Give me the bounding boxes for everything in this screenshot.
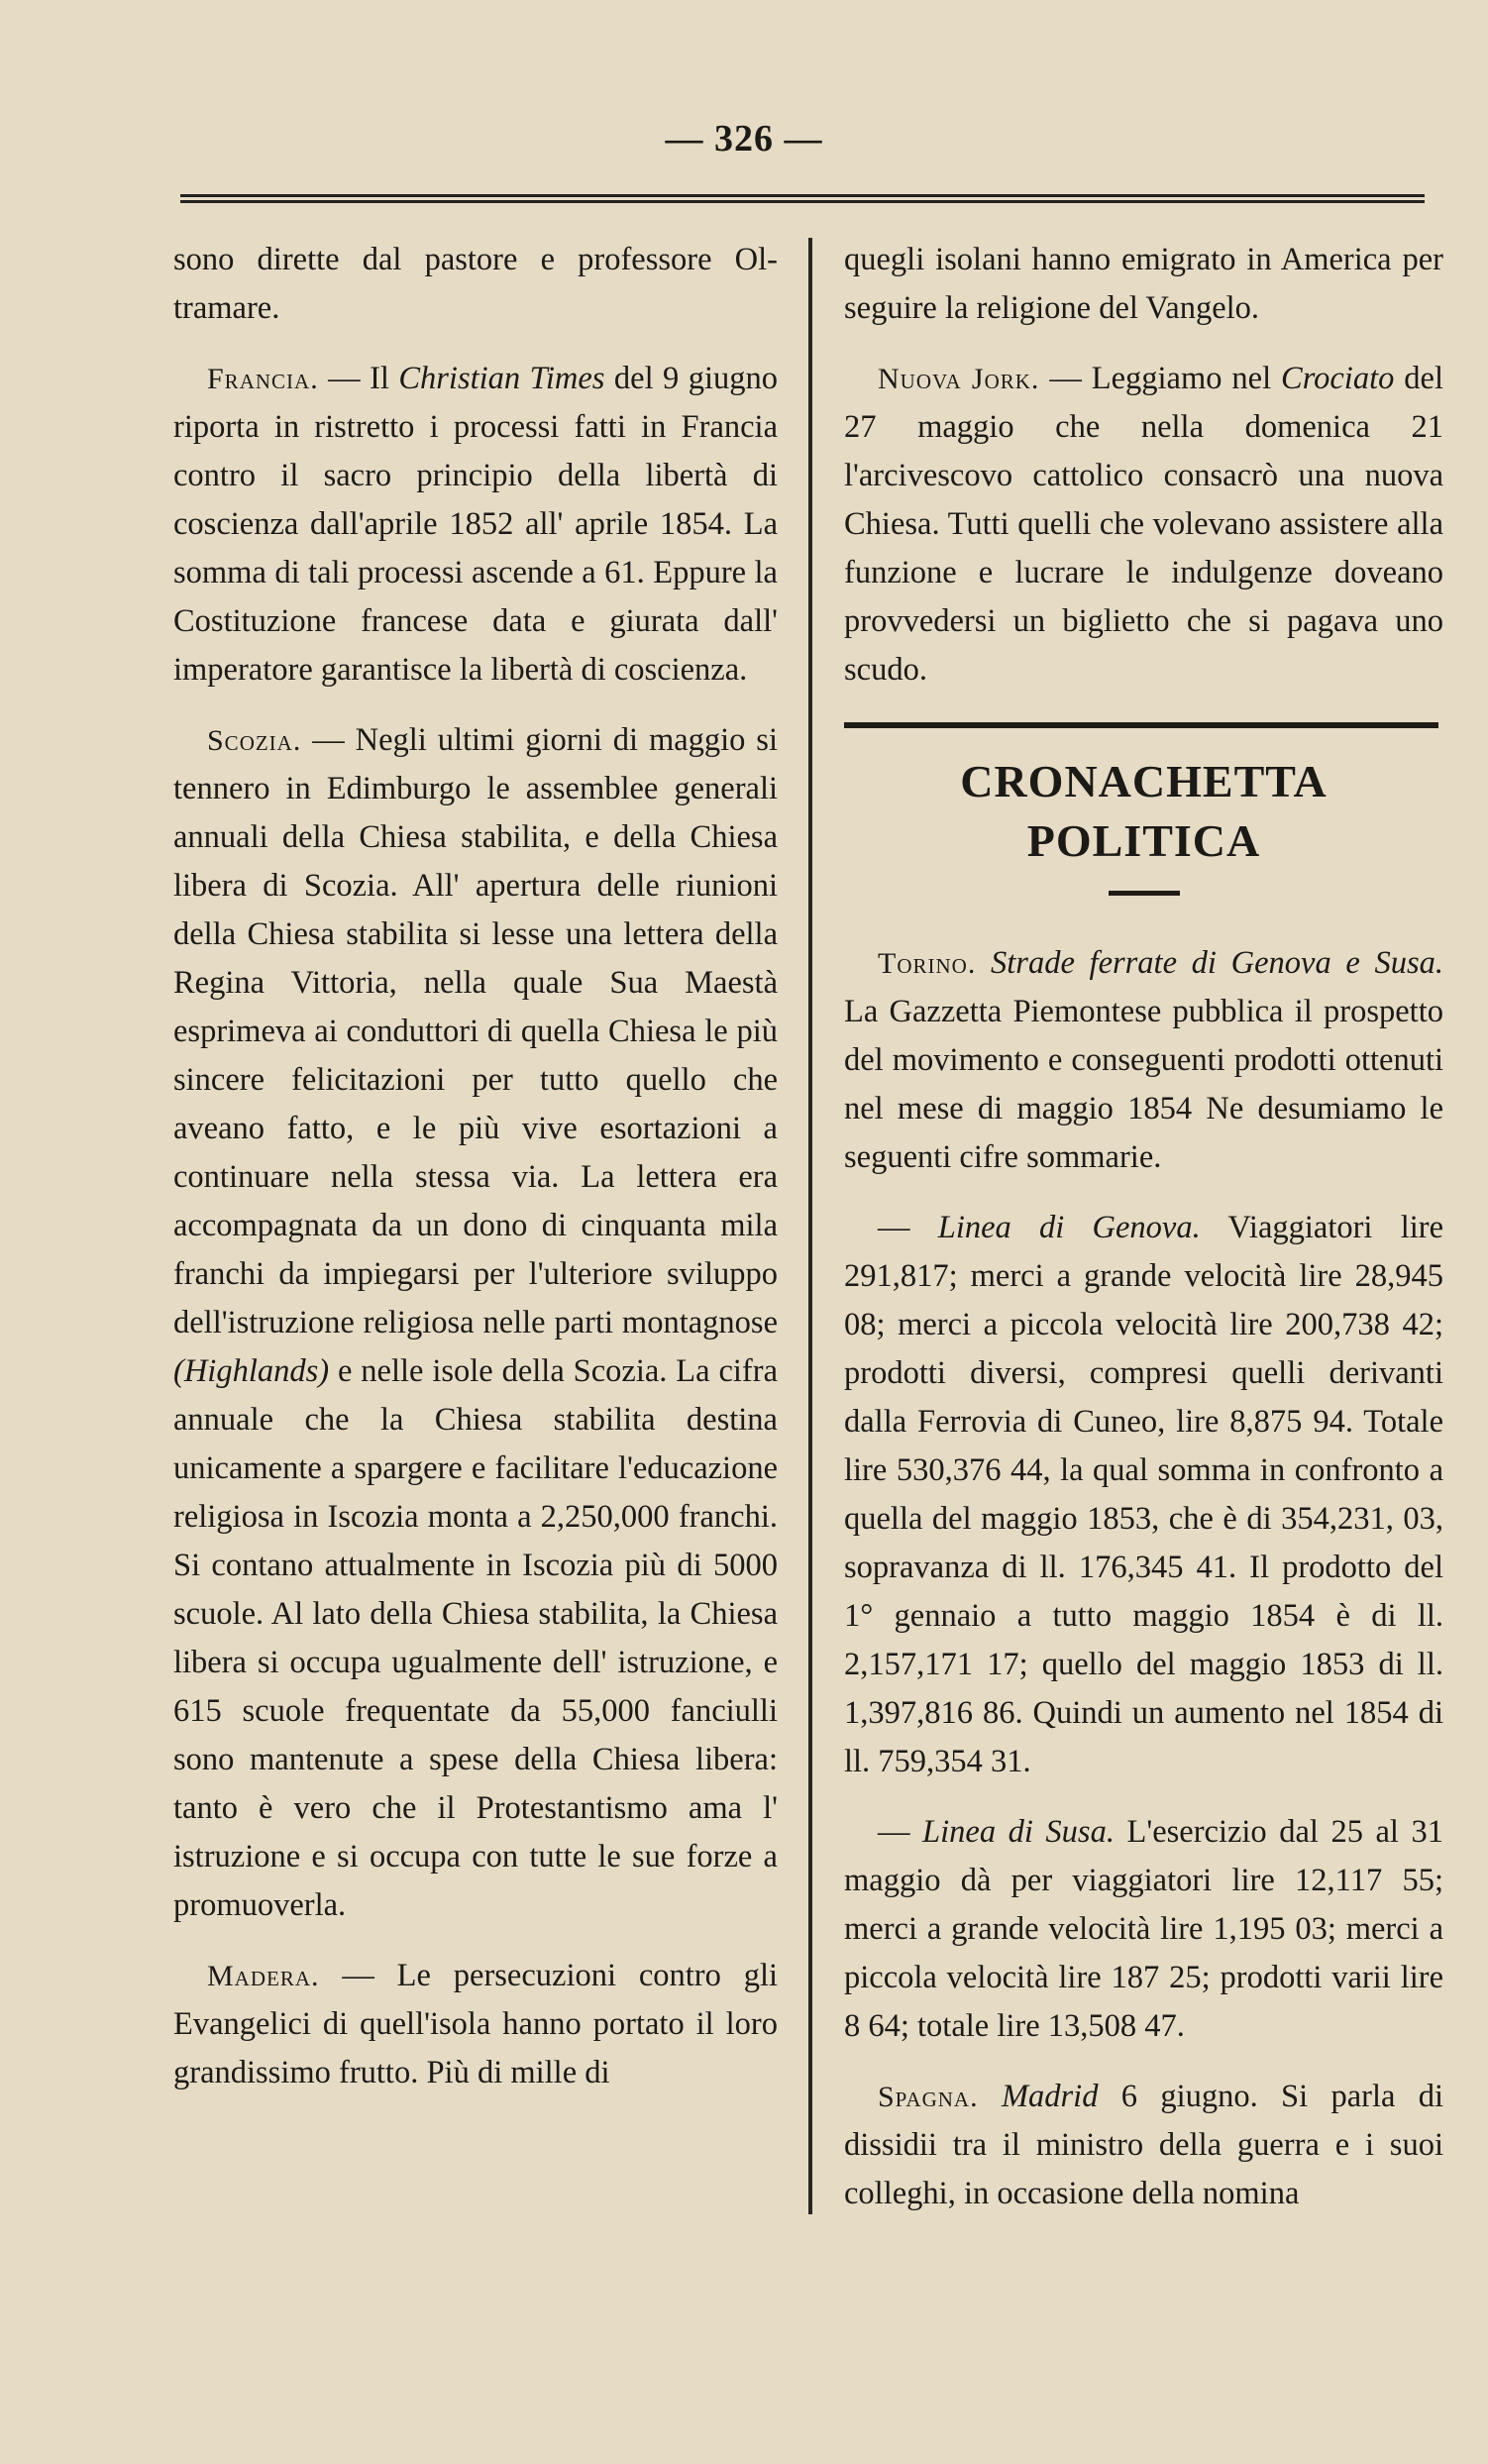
body-text: 6 giugno. Si parla di dissidii tra il ministro della guerra e i suoi colleghi, in occasione della nomina [844,2079,1444,2211]
paragraph [844,1204,1443,1786]
paragraph [844,2073,1443,2218]
right-column-top [844,236,1443,695]
italic-text: Linea di Susa. [922,1814,1115,1850]
page-number: — 326 — [665,118,823,160]
section-rule [844,722,1438,728]
body-text: — Negli ultimi giorni di maggio si tennero in Edimburgo le assemblee generali annuali della Chiesa stabilita, e della Chiesa libera di Scozia. All' apertura delle riunioni della Chiesa stabilita si lesse una lettera della Regina Vittoria, nella quale Sua Maestà esprimeva ai conduttori di quella Chiesa le più sincere felicitazioni per tutto quello che aveano fatto, e le più vive esortazioni a continuare nella stessa via. La lettera era accompagnata da un dono di cinquanta mila franchi da impiegarsi per l'ulteriore sviluppo dell'istruzione religiosa nelle parti montagnose [173,722,778,1340]
body-text: del 9 giugno riporta in ristretto i processi fatti in Francia contro il sacro principio della libertà di coscienza dall'aprile 1852 all' aprile 1854. La somma di tali processi ascende a 61. Eppure la Costituzione francese data e giurata dall' imperatore garantisce la libertà di coscienza. [173,361,779,688]
italic-text: Crociato [1281,361,1395,396]
paragraph [173,1952,778,2097]
body-text: — [878,1210,938,1245]
italic-text: Madrid [1001,2079,1099,2114]
section-lead: Scozia. [207,724,302,757]
body-text: — Le persecuzioni contro gli Evangelici di quell'isola hanno portato il loro grandissimo frutto. Più di mille di [173,1958,778,2090]
right-column [844,236,1443,2218]
body-text: L'esercizio dal 25 al 31 maggio dà per viaggiatori lire 12,117 55; merci a grande velocità lire 1,195 03; merci a piccola velocità lire 187 25; prodotti varii lire 8 64; totale lire 13,508 47. [844,1814,1443,2044]
body-text: — Il [318,361,399,396]
italic-text: Christian Times [398,361,605,396]
paragraph [173,236,778,333]
left-column [173,236,778,2097]
right-column-bottom [844,939,1443,2218]
paragraph [173,716,778,1930]
paragraph [844,236,1443,333]
section-lead: Nuova Jork. [878,363,1040,395]
italic-text: Linea di Genova. [937,1210,1201,1245]
title-underline [1109,891,1180,896]
paragraph [173,355,778,695]
body-text [979,2079,1002,2114]
body-text: — [878,1814,923,1850]
paragraph [844,1808,1443,2051]
paragraph-text: sono dirette dal pastore e professore Ol-tramare. [173,242,778,326]
section-title: CRONACHETTA POLITICA [960,756,1328,866]
body-text [976,945,991,981]
section-lead: Torino. [878,947,977,980]
body-text: del 27 maggio che nella domenica 21 l'arcivescovo cattolico consacrò una nuova Chiesa. Tutti quelli che volevano assistere alla funzione e lucrare le indulgenze doveano provvedersi un biglietto che si pagava uno scudo. [844,361,1443,688]
body-text: Viaggiatori lire 291,817; merci a grande velocità lire 28,945 08; merci a piccola velocità lire 200,738 42; prodotti diversi, compresi quelli derivanti dalla Ferrovia di Cuneo, lire 8,875 94. Totale lire 530,376 44, la qual somma in confronto a quella del maggio 1853, che è di 354,231, 03, sopravanza di ll. 176,345 41. Il prodotto del 1° gennaio a tutto maggio 1854 è di ll. 2,157,171 17; quello del maggio 1853 di ll. 1,397,816 86. Quindi un aumento nel 1854 di ll. 759,354 31. [844,1210,1444,1779]
body-text: La Gazzetta Piemontese pubblica il prospetto del movimento e conseguenti prodotti ottenuti nel mese di maggio 1854 Ne desumiamo le seguenti cifre sommarie. [844,994,1443,1175]
body-text: — Leggiamo nel [1039,361,1282,396]
italic-text: Strade ferrate di Genova e Susa. [991,945,1444,981]
header-rule [180,194,1425,203]
italic-text: (Highlands) [173,1353,330,1389]
paragraph [844,355,1443,695]
section-lead: Spagna. [878,2081,979,2113]
section-lead: Madera. [207,1960,320,1992]
section-lead: Francia. [207,363,319,395]
paragraph-text: quegli isolani hanno emigrato in America per seguire la religione del Vangelo. [844,242,1443,326]
paragraph [844,939,1443,1182]
column-divider [808,238,812,2214]
body-text: e nelle isole della Scozia. La cifra annuale che la Chiesa stabilita destina unicamente a spargere e facilitare l'educazione religiosa in Iscozia monta a 2,250,000 franchi. Si contano attualmente in Iscozia più di 5000 scuole. Al lato della Chiesa stabilita, la Chiesa libera si occupa ugualmente dell' istruzione, e 615 scuole frequentate da 55,000 fanciulli sono mantenute a spese della Chiesa libera: tanto è vero che il Protestantismo ama l' istruzione e si occupa con tutte le sue forze a promuoverla. [173,1353,778,1923]
